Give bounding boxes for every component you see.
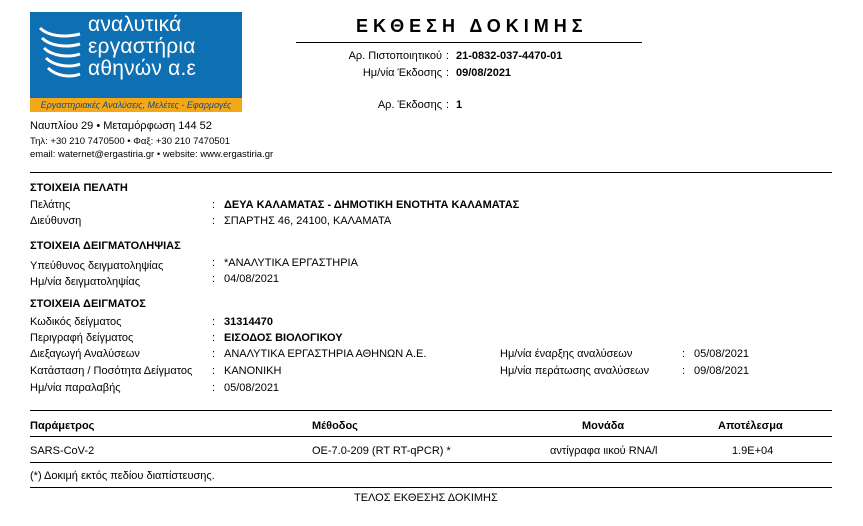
sample-lab-colon: :	[212, 348, 216, 360]
issue-no-colon: :	[446, 99, 450, 111]
logo-line-2: εργαστήρια	[88, 35, 196, 58]
column-header-unit: Μονάδα	[582, 420, 625, 432]
section-separator	[30, 172, 832, 173]
sample-receipt-label: Ημ/νία παραλαβής	[30, 382, 121, 394]
row-result: 1.9E+04	[732, 445, 774, 457]
table-header-rule	[30, 436, 832, 437]
sampling-date-value: 04/08/2021	[224, 273, 280, 285]
logo-line-3: αθηνών α.ε	[88, 57, 197, 80]
sample-code-label: Κωδικός δείγματος	[30, 316, 122, 328]
sample-code-colon: :	[212, 316, 216, 328]
sample-desc-colon: :	[212, 332, 216, 344]
cert-value: 21-0832-037-4470-01	[456, 50, 563, 62]
cert-label: Αρ. Πιστοποιητικού	[348, 50, 442, 62]
sample-heading: ΣΤΟΙΧΕΙΑ ΔΕΙΓΜΑΤΟΣ	[30, 298, 146, 310]
client-heading: ΣΤΟΙΧΕΙΑ ΠΕΛΑΤΗ	[30, 182, 128, 194]
footnote: (*) Δοκιμή εκτός πεδίου διαπίστευσης.	[30, 470, 215, 482]
sample-state-value: ΚΑΝΟΝΙΚΗ	[224, 365, 282, 377]
cert-colon: :	[446, 50, 450, 62]
client-name-value: ΔΕΥΑ ΚΑΛΑΜΑΤΑΣ - ΔΗΜΟΤΙΚΗ ΕΝΟΤΗΤΑ ΚΑΛΑΜΑΤΑΣ	[224, 199, 520, 211]
client-address-label: Διεύθυνση	[30, 215, 82, 227]
table-top-rule	[30, 410, 832, 411]
logo-text	[88, 14, 196, 80]
column-header-parameter: Παράμετρος	[30, 420, 95, 432]
column-header-result: Αποτέλεσμα	[718, 420, 783, 432]
sampling-heading: ΣΤΟΙΧΕΙΑ ΔΕΙΓΜΑΤΟΛΗΨΙΑΣ	[30, 240, 181, 252]
sample-state-label: Κατάσταση / Ποσότητα Δείγματος	[30, 365, 193, 377]
company-phones: Τηλ: +30 210 7470500 • Φαξ: +30 210 7470501	[30, 136, 231, 147]
row-method: ΟΕ-7.0-209 (RT RT-qPCR) *	[312, 445, 451, 457]
sampling-date-colon: :	[212, 273, 216, 285]
row-unit: αντίγραφα ιικού RNA/l	[550, 445, 658, 457]
table-bottom-rule	[30, 462, 832, 463]
client-address-colon: :	[212, 215, 216, 227]
issue-date-colon: :	[446, 67, 450, 79]
sample-lab-label: Διεξαγωγή Αναλύσεων	[30, 348, 140, 360]
sample-code-value: 31314470	[224, 316, 273, 328]
footer-rule	[30, 487, 832, 488]
row-parameter: SARS-CoV-2	[30, 445, 95, 457]
sample-receipt-colon: :	[212, 382, 216, 394]
report-end: ΤΕΛΟΣ ΕΚΘΕΣΗΣ ΔΟΚΙΜΗΣ	[354, 492, 498, 504]
analysis-start-value: 05/08/2021	[694, 348, 750, 360]
title-underline	[296, 42, 642, 43]
logo-line-1: αναλυτικά	[88, 13, 182, 36]
sampling-responsible-value: *ΑΝΑΛΥΤΙΚΑ ΕΡΓΑΣΤΗΡΙΑ	[224, 257, 358, 269]
sampling-responsible-label: Υπεύθυνος δειγματοληψίας	[30, 260, 164, 272]
issue-no-label: Αρ. Έκδοσης	[377, 99, 442, 111]
analysis-start-label: Ημ/νία έναρξης αναλύσεων	[500, 348, 633, 360]
column-header-method: Μέθοδος	[312, 420, 358, 432]
analysis-end-label: Ημ/νία περάτωσης αναλύσεων	[500, 365, 650, 377]
logo-waves-icon	[36, 22, 84, 86]
analysis-end-colon: :	[682, 365, 686, 377]
issue-date-label: Ημ/νία Έκδοσης	[362, 67, 442, 79]
analysis-start-colon: :	[682, 348, 686, 360]
report-title: ΕΚΘΕΣΗ ΔΟΚΙΜΗΣ	[356, 16, 588, 36]
logo-tagline: Εργαστηριακές Αναλύσεις, Μελέτες - Εφαρμογές	[30, 98, 242, 112]
company-web: email: waternet@ergastiria.gr • website: www.ergastiria.gr	[30, 149, 274, 160]
analysis-end-value: 09/08/2021	[694, 365, 750, 377]
sample-lab-value: ΑΝΑΛΥΤΙΚΑ ΕΡΓΑΣΤΗΡΙΑ ΑΘΗΝΩΝ Α.Ε.	[224, 348, 427, 360]
client-name-colon: :	[212, 199, 216, 211]
sampling-responsible-colon: :	[212, 257, 216, 269]
client-name-label: Πελάτης	[30, 199, 71, 211]
sample-state-colon: :	[212, 365, 216, 377]
sample-desc-label: Περιγραφή δείγματος	[30, 332, 134, 344]
client-address-value: ΣΠΑΡΤΗΣ 46, 24100, ΚΑΛΑΜΑΤΑ	[224, 215, 392, 227]
sample-receipt-value: 05/08/2021	[224, 382, 280, 394]
company-address: Ναυπλίου 29 • Μεταμόρφωση 144 52	[30, 120, 212, 132]
sampling-date-label: Ημ/νία δειγματοληψίας	[30, 276, 141, 288]
issue-no-value: 1	[456, 99, 463, 111]
issue-date-value: 09/08/2021	[456, 67, 512, 79]
sample-desc-value: ΕΙΣΟΔΟΣ ΒΙΟΛΟΓΙΚΟΥ	[224, 332, 343, 344]
